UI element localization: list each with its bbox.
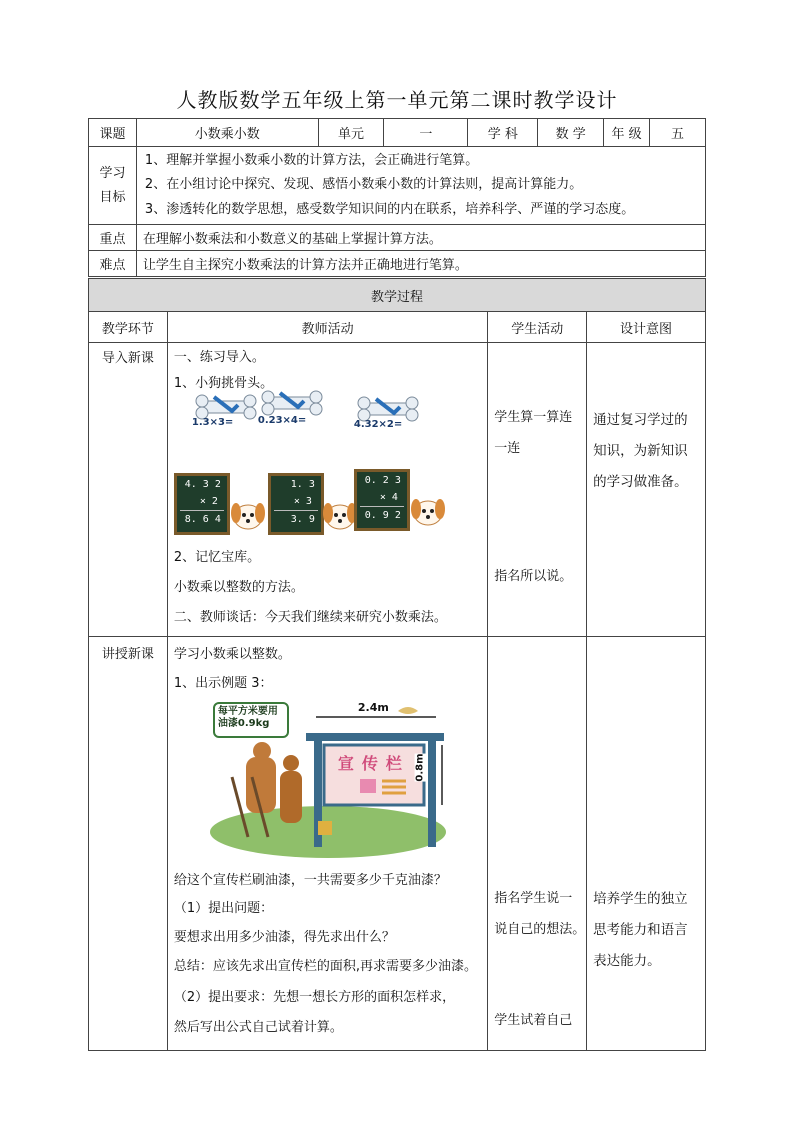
new-step2: （2）提出要求：先想一想长方形的面积怎样求， xyxy=(173,990,456,1005)
subject-value: 数 学 xyxy=(538,119,604,147)
teacher-activity-new xyxy=(167,637,487,1051)
unit-value: 一 xyxy=(384,119,468,147)
page-title: 人教版数学五年级上第一单元第二课时教学设计 xyxy=(176,88,618,112)
bone-3: 4.32×2= xyxy=(354,393,424,437)
chalkboard-2: 1. 3 × 3 3. 9 xyxy=(268,473,324,535)
objectives-label: 学习 目标 xyxy=(89,147,137,225)
student-activity-intro: 学生算一算连 一连 指名所以说。 xyxy=(488,343,587,637)
objective-item: 2、在小组讨论中探究、发现、感悟小数乘小数的计算法则，提高计算能力。 xyxy=(144,177,583,193)
key-point-text: 在理解小数乘法和小数意义的基础上掌握计算方法。 xyxy=(136,225,705,251)
new-question: 给这个宣传栏刷油漆，一共需要多少千克油漆？ xyxy=(173,873,447,888)
intent-new: 培养学生的独立 思考能力和语言 表达能力。 xyxy=(587,637,706,1051)
new-step1-question: 要想求出用多少油漆，得先求出什么？ xyxy=(173,930,395,945)
new-step2-cont: 然后写出公式自己试着计算。 xyxy=(173,1020,343,1035)
chalkboard-3: 0. 2 3 × 4 0. 9 2 xyxy=(354,469,410,531)
teacher-activity-intro xyxy=(167,343,487,637)
col-intent: 设计意图 xyxy=(587,312,706,343)
objective-item: 3、渗透转化的数学思想，感受数学知识间的内在联系，培养科学、严谨的学习态度。 xyxy=(144,201,635,217)
board-text: 宣传栏 xyxy=(337,754,410,773)
intro-item2: 2、记忆宝库。 xyxy=(173,550,261,565)
grade-label: 年 级 xyxy=(604,119,650,147)
info-table xyxy=(88,118,706,277)
objectives-list xyxy=(136,147,705,225)
intent-intro: 通过复习学过的 知识，为新知识 的学习做准备。 xyxy=(587,343,706,637)
col-teacher: 教师活动 xyxy=(167,312,487,343)
stage-new: 讲授新课 xyxy=(89,637,168,1051)
new-item1: 1、出示例题 3： xyxy=(173,676,273,691)
width-label: 2.4m xyxy=(357,701,389,714)
bubble-text: 每平方米要用 油漆0.9kg xyxy=(217,706,278,729)
unit-label: 单元 xyxy=(318,119,384,147)
process-title: 教学过程 xyxy=(89,279,706,312)
stage-intro: 导入新课 xyxy=(89,343,168,637)
subject-label: 学 科 xyxy=(468,119,538,147)
bone-1: 1.3×3= xyxy=(192,391,262,435)
student-activity-new: 指名学生说一 说自己的想法。 学生试着自己 xyxy=(488,637,587,1051)
bone-2: 0.23×4= xyxy=(258,387,328,431)
dog-icon xyxy=(226,493,268,533)
difficulty-label: 难点 xyxy=(89,251,137,277)
intro-item3: 二、教师谈话：今天我们继续来研究小数乘法。 xyxy=(173,610,447,625)
dog-icon xyxy=(406,489,448,529)
height-label: 0.8m xyxy=(414,753,426,782)
process-table xyxy=(88,278,706,1051)
key-point-label: 重点 xyxy=(89,225,137,251)
grade-value: 五 xyxy=(650,119,706,147)
objective-item: 1、理解并掌握小数乘小数的计算方法，会正确进行笔算。 xyxy=(144,152,479,168)
topic-label: 课题 xyxy=(89,119,137,147)
new-heading: 学习小数乘以整数。 xyxy=(173,647,291,662)
new-step1: （1）提出问题： xyxy=(173,901,274,916)
col-student: 学生活动 xyxy=(488,312,587,343)
intro-heading: 一、练习导入。 xyxy=(173,350,265,365)
col-stage: 教学环节 xyxy=(89,312,168,343)
difficulty-text: 让学生自主探究小数乘法的计算方法并正确地进行笔算。 xyxy=(136,251,705,277)
new-summary: 总结：应该先求出宣传栏的面积,再求需要多少油漆。 xyxy=(173,959,478,974)
intro-item2-detail: 小数乘以整数的方法。 xyxy=(173,580,304,595)
intro-item1: 1、小狗挑骨头。 xyxy=(173,376,274,391)
chalkboard-1: 4. 3 2 × 2 8. 6 4 xyxy=(174,473,230,535)
topic-value: 小数乘小数 xyxy=(136,119,318,147)
